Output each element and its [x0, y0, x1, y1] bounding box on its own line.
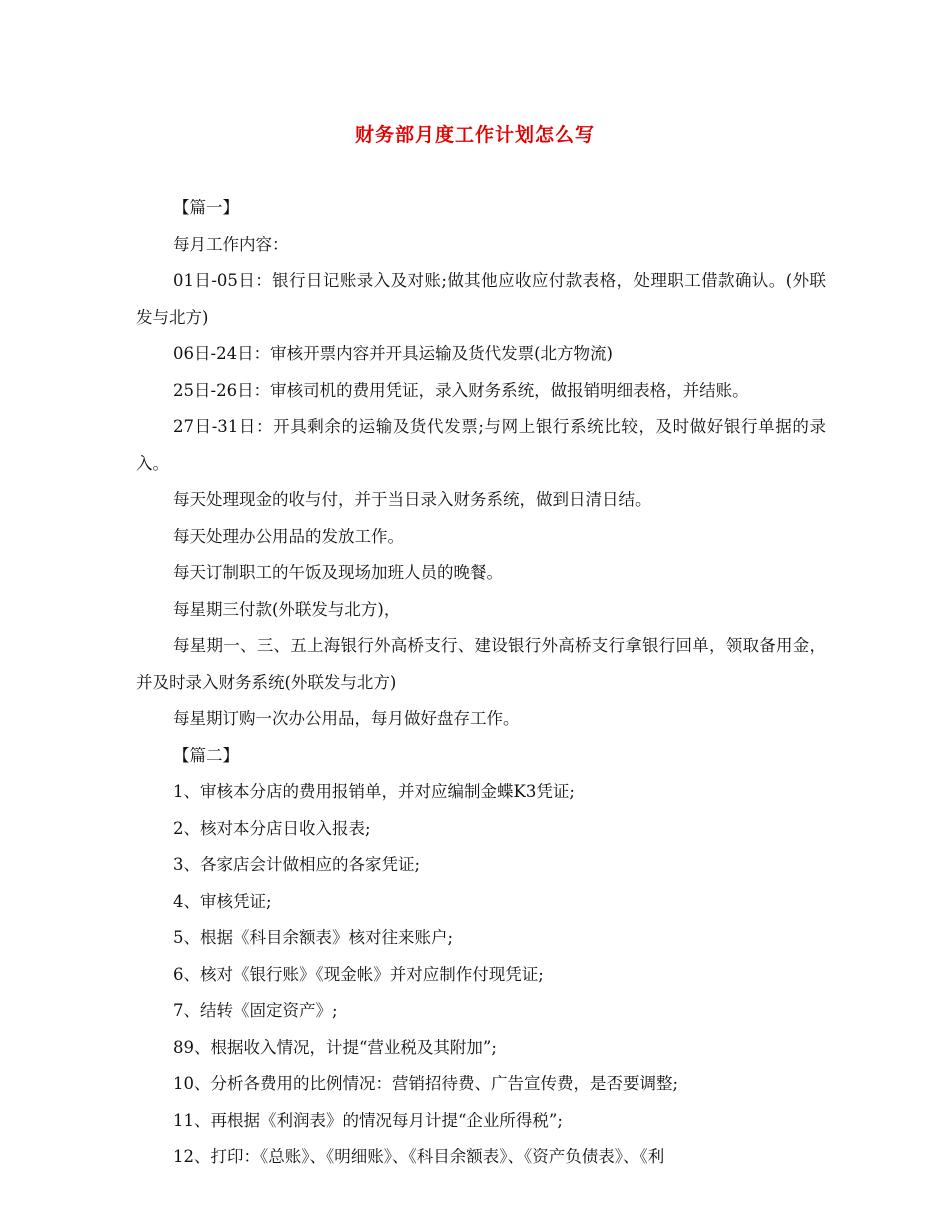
list-item: 3、各家店会计做相应的各家凭证;	[173, 855, 421, 874]
paragraph: 每月工作内容：	[173, 234, 289, 254]
paragraph: 06日-24日：审核开票内容并开具运输及货代发票(北方物流)	[173, 344, 613, 363]
paragraph: 每天处理办公用品的发放工作。	[173, 526, 404, 546]
list-item: 11、再根据《利润表》的情况每月计提“企业所得税”;	[173, 1110, 563, 1130]
paragraph: 每星期订购一次办公用品，每月做好盘存工作。	[173, 709, 520, 728]
paragraph: 每星期一、三、五上海银行外高桥支行、建设银行外高桥支行拿银行回单，领取备用金，并及时录入财务系统(外联发与北方)	[136, 636, 826, 692]
paragraph: 每星期三付款(外联发与北方)，	[173, 599, 401, 619]
section-heading-1: 【篇一】	[173, 198, 239, 217]
list-item: 89、根据收入情况，计提“营业税及其附加”;	[173, 1037, 497, 1057]
list-item: 10、分析各费用的比例情况：营销招待费、广告宣传费，是否要调整;	[173, 1074, 679, 1093]
section-heading-2: 【篇二】	[173, 745, 239, 765]
paragraph: 每天订制职工的午饭及现场加班人员的晚餐。	[173, 563, 503, 582]
list-item: 1、审核本分店的费用报销单，并对应编制金蝶K3凭证;	[173, 782, 575, 801]
document-title: 财务部月度工作计划怎么写	[354, 124, 595, 146]
list-item: 7、结转《固定资产》;	[173, 1001, 338, 1020]
list-item: 6、核对《银行账》《现金帐》并对应制作付现凭证;	[173, 964, 544, 984]
list-item: 12、打印：《总账》、《明细账》、《科目余额表》、《资产负债表》、《利	[173, 1147, 665, 1166]
list-item: 5、根据《科目余额表》核对往来账户;	[173, 928, 454, 947]
document-body	[136, 190, 826, 1176]
paragraph: 每天处理现金的收与付，并于当日录入财务系统，做到日清日结。	[173, 490, 652, 509]
paragraph: 25日-26日：审核司机的费用凭证，录入财务系统，做报销明细表格，并结账。	[173, 380, 749, 400]
list-item: 4、审核凭证;	[173, 891, 272, 911]
list-item: 2、核对本分店日收入报表;	[173, 818, 371, 838]
paragraph: 27日-31日：开具剩余的运输及货代发票;与网上银行系统比较，及时做好银行单据的录入。	[136, 417, 826, 473]
paragraph: 01日-05日：银行日记账录入及对账;做其他应收应付款表格，处理职工借款确认。(外联发与北方)	[136, 271, 826, 327]
